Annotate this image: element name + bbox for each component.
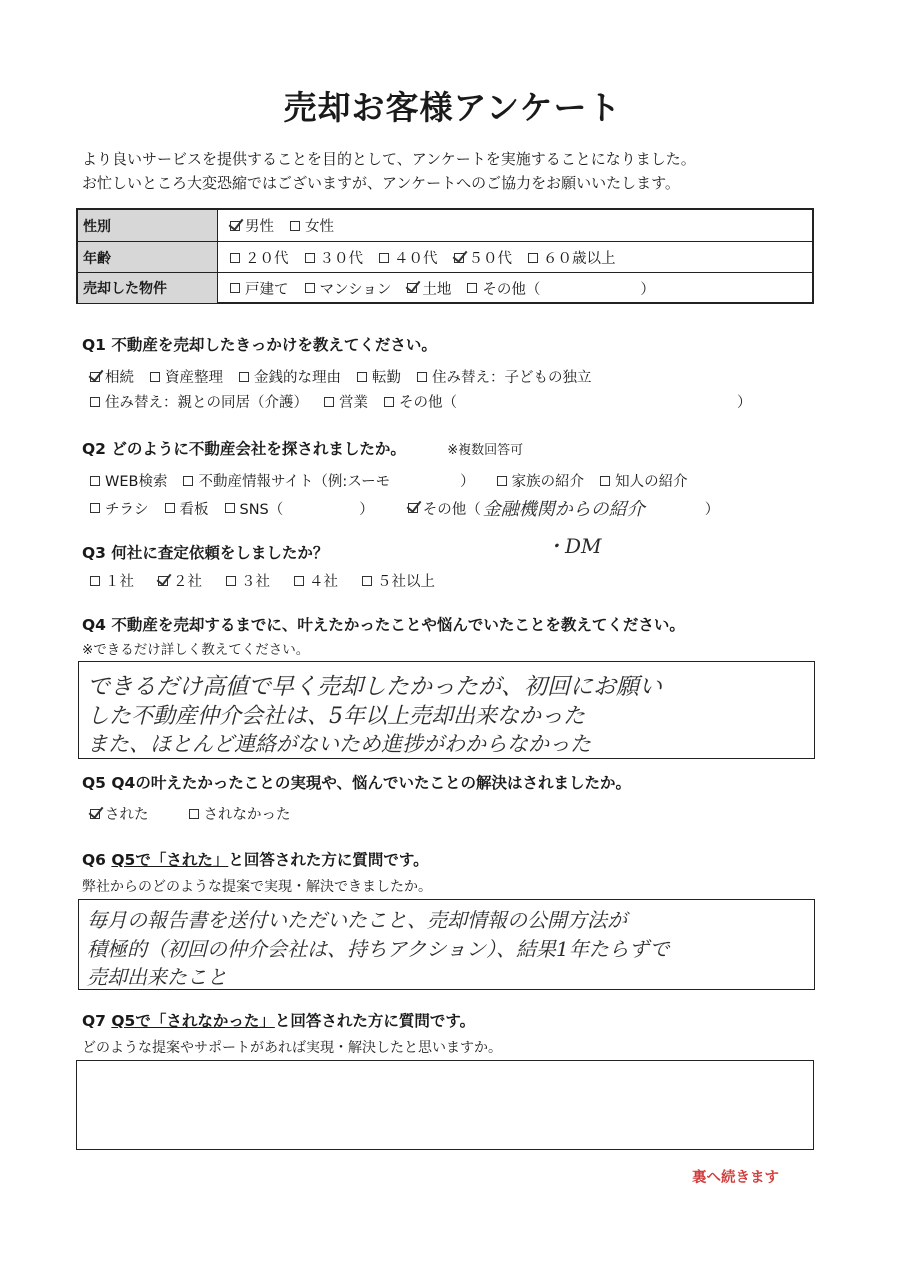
- checkbox-icon[interactable]: [290, 221, 300, 231]
- checkbox-icon[interactable]: [230, 221, 240, 231]
- q2-web-option[interactable]: WEB検索: [90, 470, 167, 491]
- q5-yes-option[interactable]: された: [90, 803, 149, 824]
- q2-site-option[interactable]: 不動産情報サイト（例:スーモ: [183, 470, 390, 491]
- property-label: 売却した物件: [78, 273, 218, 303]
- checkbox-icon[interactable]: [90, 397, 100, 407]
- age-40s-option[interactable]: ４０代: [379, 247, 438, 268]
- checkbox-icon[interactable]: [183, 476, 193, 486]
- q3-title: Q3 何社に査定依頼をしましたか？: [82, 544, 329, 562]
- checkbox-icon[interactable]: [528, 253, 538, 263]
- q6-answer-line-1: 毎月の報告書を送付いただいたこと、売却情報の公開方法が: [87, 908, 627, 932]
- q2-flyer-option[interactable]: チラシ: [90, 498, 149, 519]
- checkbox-icon[interactable]: [90, 503, 100, 513]
- q1-transfer-option[interactable]: 転勤: [357, 366, 401, 387]
- q1-relocate-child-option[interactable]: 住み替え：子どもの独立: [417, 366, 592, 387]
- age-60plus-option[interactable]: ６０歳以上: [528, 247, 616, 268]
- checkbox-icon[interactable]: [90, 809, 100, 819]
- checkbox-icon[interactable]: [467, 283, 477, 293]
- checkbox-icon[interactable]: [225, 503, 235, 513]
- q6-sub: 弊社からのどのような提案で実現・解決できましたか。: [82, 879, 432, 895]
- property-row: [78, 272, 812, 303]
- q1-options-row2: [90, 391, 752, 412]
- checkbox-icon[interactable]: [305, 253, 315, 263]
- age-row: [78, 241, 812, 273]
- q1-sales-option[interactable]: 営業: [324, 391, 368, 412]
- checkbox-icon[interactable]: [165, 503, 175, 513]
- q4-answer-line-1: できるだけ高値で早く売却したかったが、初回にお願い: [87, 674, 662, 700]
- checkbox-icon[interactable]: [407, 283, 417, 293]
- q7-title-underlined: Q5で「されなかった」: [111, 1012, 275, 1030]
- intro-line-2: お忙しいところ大変恐縮ではございますが、アンケートへのご協力をお願いいたします。: [82, 174, 680, 192]
- q2-options-row2: [90, 495, 719, 521]
- q7-answer-box[interactable]: [76, 1060, 814, 1150]
- intro-line-1: より良いサービスを提供することを目的として、アンケートを実施することになりました。: [82, 150, 696, 168]
- checkbox-icon[interactable]: [454, 253, 464, 263]
- age-label: 年齢: [78, 242, 218, 273]
- q1-other-option[interactable]: その他（: [384, 391, 457, 412]
- q6-answer-line-2: 積極的（初回の仲介会社は、持ちアクション）、結果1年たらずで: [87, 937, 670, 961]
- checkbox-icon[interactable]: [408, 503, 418, 513]
- q2-title: Q2 どのように不動産会社を探されましたか。 ※複数回答可: [82, 440, 524, 458]
- property-land-option[interactable]: 土地: [407, 278, 451, 299]
- q1-other-close: ）: [737, 395, 752, 411]
- gender-female-option[interactable]: 女性: [290, 215, 334, 236]
- q2-sns-option[interactable]: SNS（: [225, 498, 284, 519]
- q5-title: Q5 Q4の叶えたかったことの実現や、悩んでいたことの解決はされましたか。: [82, 774, 632, 792]
- q4-title: Q4 不動産を売却するまでに、叶えたかったことや悩んでいたことを教えてください。: [82, 616, 685, 634]
- q2-family-option[interactable]: 家族の紹介: [497, 470, 585, 491]
- q3-2-option[interactable]: ２社: [158, 570, 202, 591]
- age-options: [230, 242, 632, 273]
- checkbox-icon[interactable]: [324, 397, 334, 407]
- q2-other-option[interactable]: その他（: [408, 498, 481, 519]
- checkbox-icon[interactable]: [379, 253, 389, 263]
- page-title: 売却お客様アンケート: [283, 88, 622, 127]
- q2-options-row1: [90, 470, 704, 491]
- checkbox-icon[interactable]: [226, 576, 236, 586]
- q6-title-underlined: Q5で「された」: [111, 851, 229, 869]
- checkbox-icon[interactable]: [384, 397, 394, 407]
- checkbox-icon[interactable]: [305, 283, 315, 293]
- gender-row: [78, 210, 812, 241]
- property-other-close: ）: [640, 281, 655, 298]
- q2-site-close: ）: [460, 474, 475, 490]
- q3-5plus-option[interactable]: ５社以上: [362, 570, 435, 591]
- checkbox-icon[interactable]: [189, 809, 199, 819]
- checkbox-icon[interactable]: [158, 576, 168, 586]
- checkbox-icon[interactable]: [90, 476, 100, 486]
- q1-financial-option[interactable]: 金銭的な理由: [239, 366, 341, 387]
- checkbox-icon[interactable]: [357, 372, 367, 382]
- checkbox-icon[interactable]: [294, 576, 304, 586]
- q3-1-option[interactable]: １社: [90, 570, 134, 591]
- checkbox-icon[interactable]: [230, 283, 240, 293]
- checkbox-icon[interactable]: [497, 476, 507, 486]
- q5-options: [90, 803, 307, 824]
- q4-answer-line-2: した不動産仲介会社は、5年以上売却出来なかった: [87, 704, 585, 729]
- q3-3-option[interactable]: ３社: [226, 570, 270, 591]
- q3-4-option[interactable]: ４社: [294, 570, 338, 591]
- checkbox-icon[interactable]: [90, 372, 100, 382]
- q5-no-option[interactable]: されなかった: [189, 803, 291, 824]
- q2-friend-option[interactable]: 知人の紹介: [600, 470, 688, 491]
- q7-sub: どのような提案やサポートがあれば実現・解決したと思いますか。: [82, 1040, 502, 1056]
- q6-answer-line-3: 売却出来たこと: [87, 965, 227, 989]
- property-options: [230, 273, 655, 303]
- checkbox-icon[interactable]: [600, 476, 610, 486]
- q6-title: Q6 Q5で「された」と回答された方に質問です。: [82, 851, 429, 869]
- property-mansion-option[interactable]: マンション: [305, 278, 392, 299]
- checkbox-icon[interactable]: [90, 576, 100, 586]
- property-house-option[interactable]: 戸建て: [230, 278, 289, 299]
- q1-relocate-parent-option[interactable]: 住み替え：親との同居（介護）: [90, 391, 308, 412]
- checkbox-icon[interactable]: [239, 372, 249, 382]
- q3-options: [90, 570, 451, 591]
- q2-note: ※複数回答可: [447, 443, 524, 458]
- checkbox-icon[interactable]: [230, 253, 240, 263]
- age-30s-option[interactable]: ３０代: [305, 247, 364, 268]
- q1-inheritance-option[interactable]: 相続: [90, 366, 134, 387]
- q4-answer-line-3: また、ほとんど連絡がないため進捗がわからなかった: [87, 732, 591, 756]
- q4-note: ※できるだけ詳しく教えてください。: [82, 642, 310, 658]
- checkbox-icon[interactable]: [362, 576, 372, 586]
- q2-other-close: ）: [704, 501, 720, 518]
- checkbox-icon[interactable]: [150, 372, 160, 382]
- gender-options: [230, 210, 350, 241]
- q2-handwritten-extra: ・DM: [545, 534, 602, 558]
- q1-title: Q1 不動産を売却したきっかけを教えてください。: [82, 336, 437, 354]
- q7-title: Q7 Q5で「されなかった」と回答された方に質問です。: [82, 1012, 476, 1030]
- q2-signboard-option[interactable]: 看板: [165, 498, 209, 519]
- age-20s-option[interactable]: ２０代: [230, 247, 289, 268]
- gender-label: 性別: [78, 210, 218, 241]
- continue-note: 裏へ続きます: [692, 1170, 779, 1186]
- q4-answer-box[interactable]: [78, 661, 815, 759]
- q6-answer-box[interactable]: [78, 899, 815, 990]
- q2-sns-close: ）: [359, 501, 374, 518]
- q1-asset-option[interactable]: 資産整理: [150, 366, 223, 387]
- q1-options-row1: [90, 366, 608, 387]
- checkbox-icon[interactable]: [417, 372, 427, 382]
- property-other-option[interactable]: その他（: [467, 278, 540, 299]
- q2-other-handwritten: 金融機関からの紹介: [482, 499, 645, 520]
- age-50s-option[interactable]: ５０代: [454, 247, 513, 268]
- profile-table: [76, 208, 814, 304]
- gender-male-option[interactable]: 男性: [230, 215, 274, 236]
